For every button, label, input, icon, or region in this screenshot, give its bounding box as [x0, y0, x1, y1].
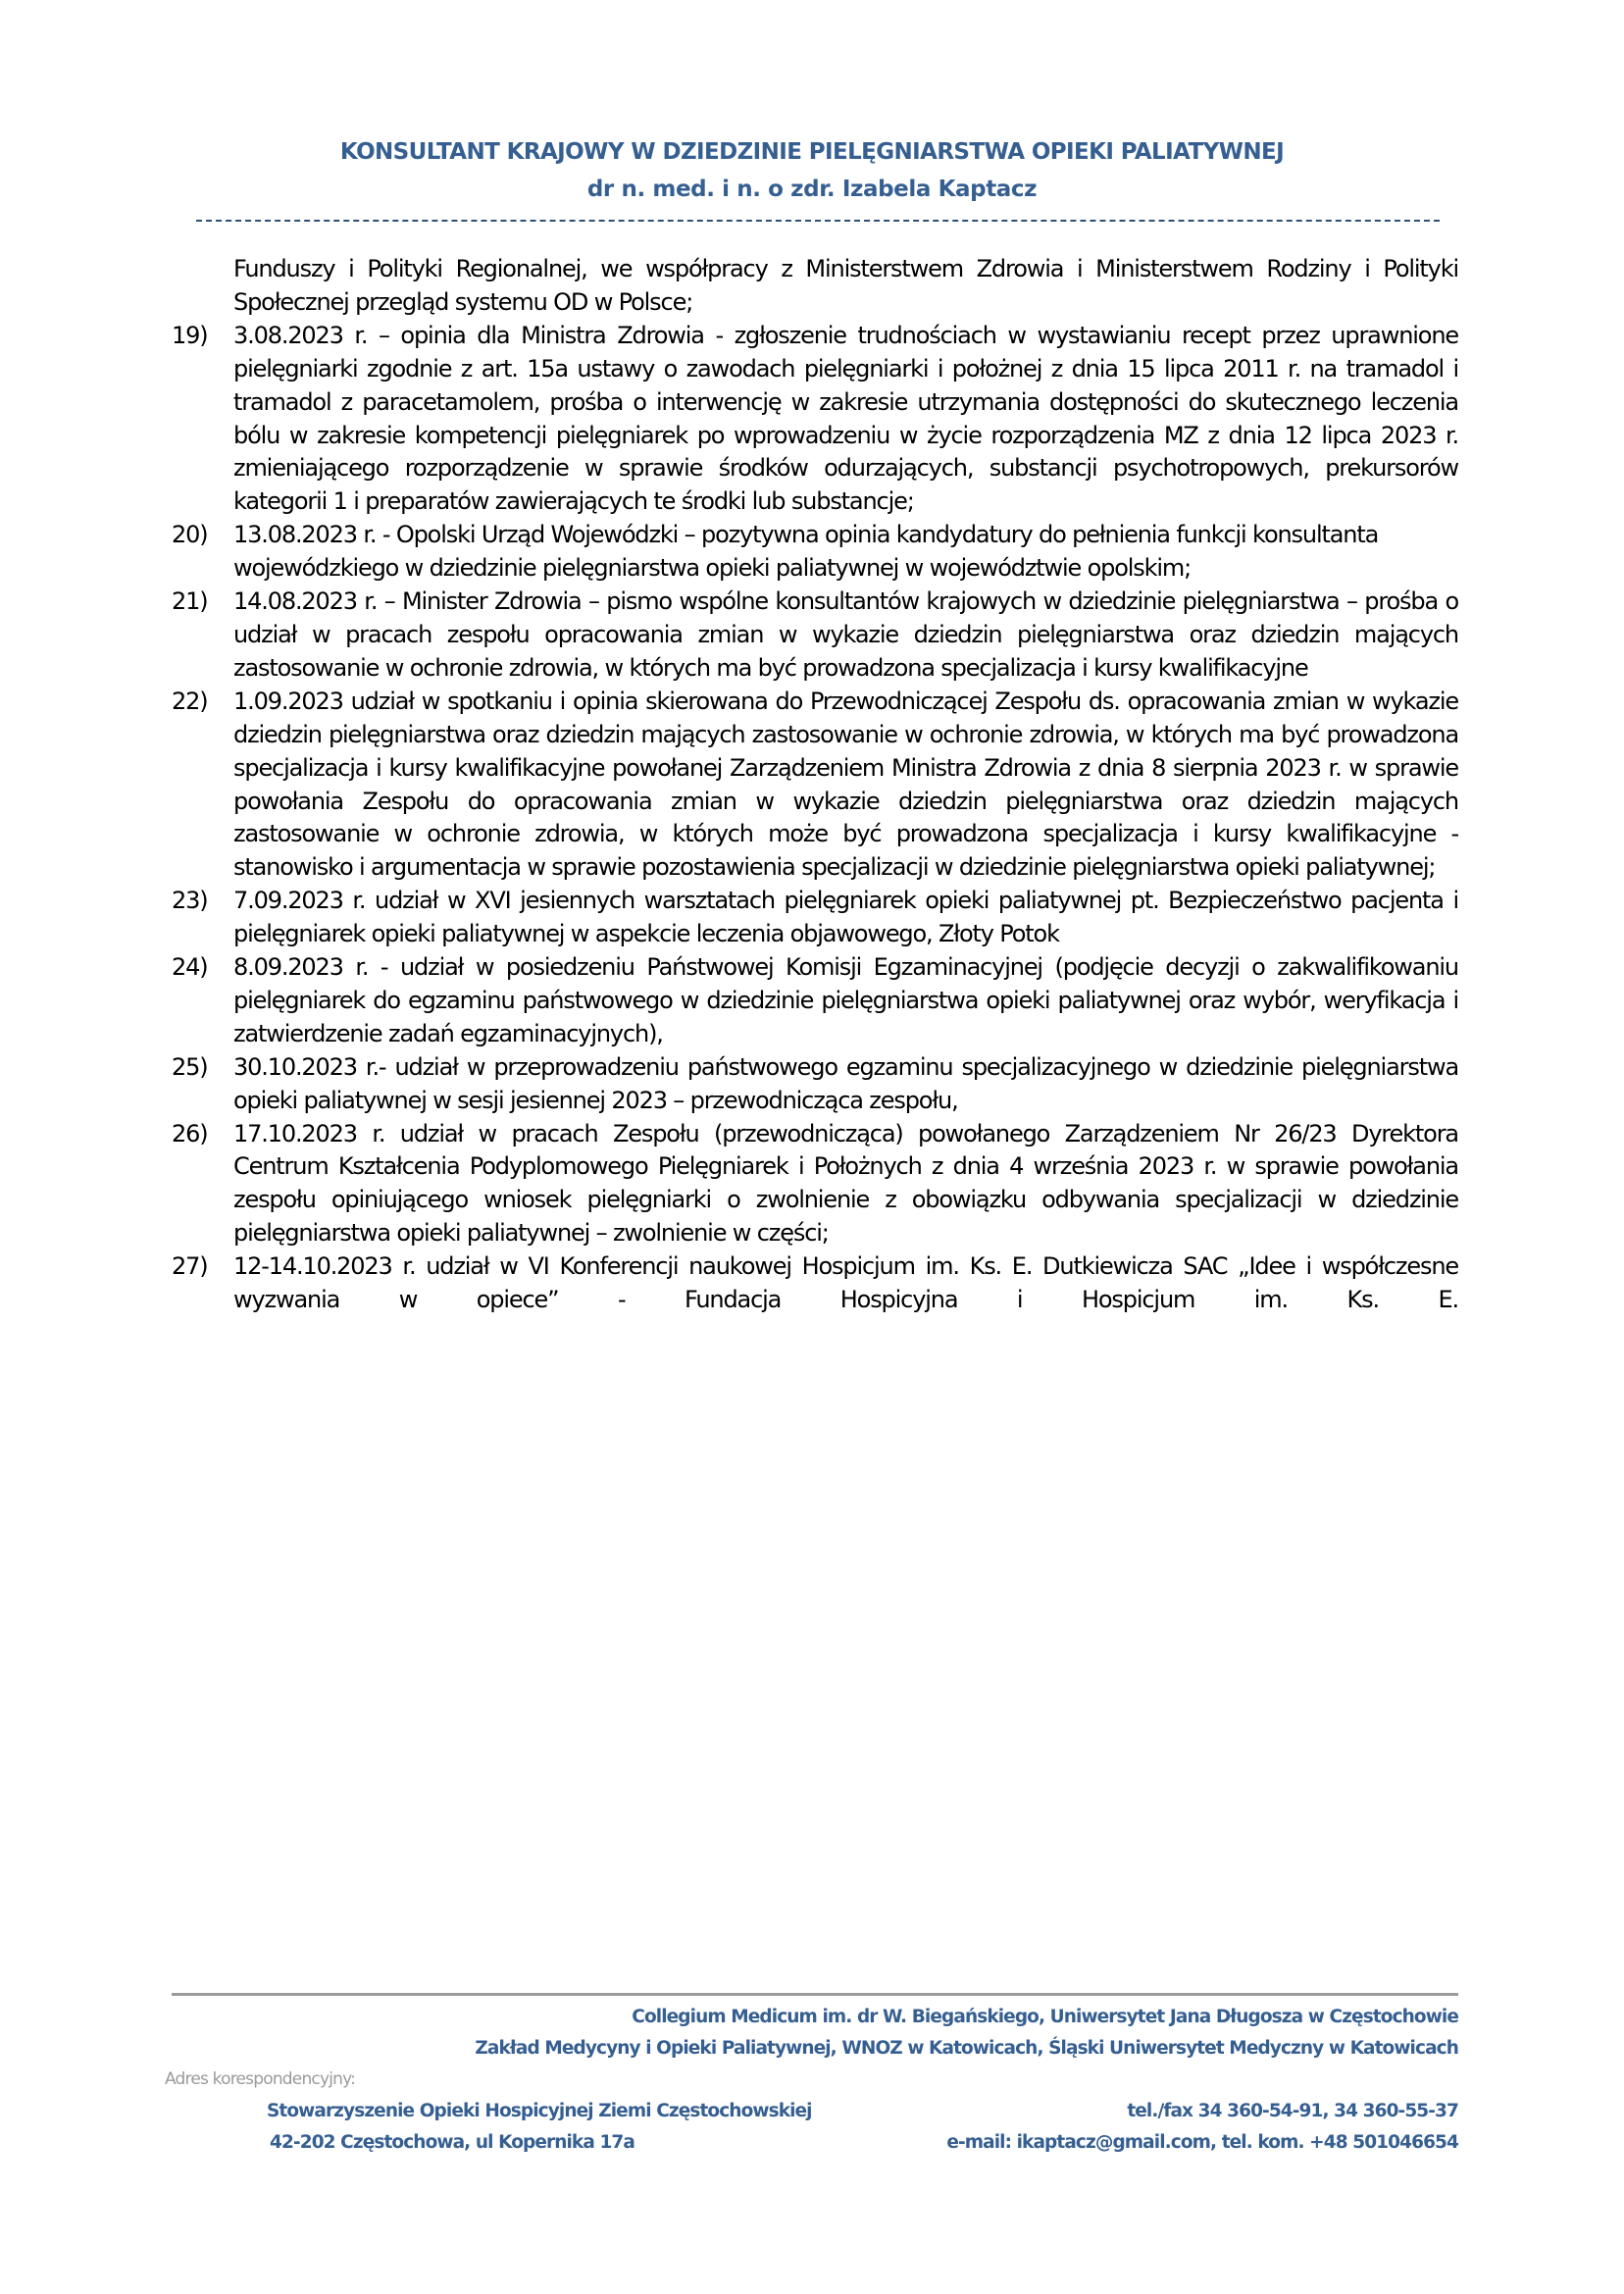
- footer-affiliation-1: Collegium Medicum im. dr W. Biegańskiego, Uniwersytet Jana Długosza w Częstochowie: [632, 2007, 1458, 2027]
- list-item-text: 17.10.2023 r. udział w pracach Zespołu (przewodnicząca) powołanego Zarządzeniem Nr 26/23 Dyrektora Centrum Kształcenia Podyplomowego Pielęgniarek i Położnych z dnia 4 września 2023 r. w sprawie powołania zespołu opiniującego wniosek pielęgniarki o zwolnienie z obowiązku odbywania specjalizacji w dziedzinie pielęgniarstwa opieki paliatywnej – zwolnienie w części;: [233, 1119, 1458, 1248]
- header-divider: [196, 220, 1440, 222]
- list-item-number: 21): [172, 587, 208, 616]
- list-item-number: 20): [172, 521, 208, 549]
- list-item: [172, 320, 1458, 519]
- list-item: [172, 1118, 1458, 1251]
- continued-paragraph: Funduszy i Polityki Regionalnej, we współpracy z Ministerstwem Zdrowia i Ministerstwem Rodziny i Polityki Społecznej przegląd systemu OD w Polsce;: [233, 255, 1458, 316]
- list-item-number: 26): [172, 1119, 208, 1147]
- list-item-text: 30.10.2023 r.- udział w przeprowadzeniu państwowego egzaminu specjalizacyjnego w dziedzinie pielęgniarstwa opieki paliatywnej w sesji jesiennej 2023 – przewodnicząca zespołu,: [233, 1052, 1458, 1114]
- list-item-text: 3.08.2023 r. – opinia dla Ministra Zdrowia - zgłoszenie trudnościach w wystawianiu recept przez uprawnione pielęgniarki zgodnie z art. 15a ustawy o zawodach pielęgniarki i położnej z dnia 15 lipca 2011 r. na tramadol i tramadol z paracetamolem, prośba o interwencję w zakresie utrzymania dostępności do skutecznego leczenia bólu w zakresie kompetencji pielęgniarek po wprowadzeniu w życie rozporządzenia MZ z dnia 12 lipca 2023 r. zmieniającego rozporządzenie w sprawie środków odurzających, substancji psychotropowych, prekursorów kategorii 1 i preparatów zawierających te środki lub substancje;: [233, 321, 1458, 516]
- list-item-text: 1.09.2023 udział w spotkaniu i opinia skierowana do Przewodniczącej Zespołu ds. opracowania zmian w wykazie dziedzin pielęgniarstwa oraz dziedzin mających zastosowanie w ochronie zdrowia, w których ma być prowadzona specjalizacja i kursy kwalifikacyjne powołanej Zarządzeniem Ministra Zdrowia z dnia 8 sierpnia 2023 r. w sprawie powołania Zespołu do opracowania zmian w wykazie dziedzin pielęgniarstwa oraz dziedzin mających zastosowanie w ochronie zdrowia, w których może być prowadzona specjalizacja i kursy kwalifikacyjne - stanowisko i argumentacja w sprawie pozostawienia specjalizacji w dziedzinie pielęgniarstwa opieki paliatywnej;: [233, 687, 1458, 882]
- list-item-text: 12-14.10.2023 r. udział w VI Konferencji naukowej Hospicjum im. Ks. E. Dutkiewicza SAC „Idee i współczesne wyzwania w opiece” - Fundacja Hospicyjna i Hospicjum im. Ks. E.: [233, 1252, 1458, 1314]
- footer-divider: [172, 1993, 1458, 1996]
- list-item-number: 23): [172, 887, 208, 915]
- list-item-number: 25): [172, 1052, 208, 1081]
- header-title: KONSULTANT KRAJOWY W DZIEDZINIE PIELĘGNIARSTWA OPIEKI PALIATYWNEJ: [339, 139, 1285, 165]
- footer-affiliation-2: Zakład Medycyny i Opieki Paliatywnej, WNOZ w Katowicach, Śląski Uniwersytet Medyczny w Katowicach: [475, 2038, 1458, 2059]
- list-item-text: 13.08.2023 r. - Opolski Urząd Wojewódzki – pozytywna opinia kandydatury do pełnienia funkcji konsultanta wojewódzkiego w dziedzinie pielęgniarstwa opieki paliatywnej w województwie opolskim;: [233, 521, 1379, 583]
- list-item-text: 14.08.2023 r. – Minister Zdrowia – pismo wspólne konsultantów krajowych w dziedzinie pielęgniarstwa – prośba o udział w pracach zespołu opracowania zmian w wykazie dziedzin pielęgniarstwa oraz dziedzin mających zastosowanie w ochronie zdrowia, w których ma być prowadzona specjalizacja i kursy kwalifikacyjne: [233, 587, 1458, 682]
- list-item-text: 8.09.2023 r. - udział w posiedzeniu Państwowej Komisji Egzaminacyjnej (podjęcie decyzji o zakwalifikowaniu pielęgniarek do egzaminu państwowego w dziedzinie pielęgniarstwa opieki paliatywnej oraz wybór, weryfikacja i zatwierdzenie zadań egzaminacyjnych),: [233, 953, 1458, 1047]
- list-item: [172, 1250, 1458, 1317]
- footer-phone-fax: tel./fax 34 360-54-91, 34 360-55-37: [1127, 2101, 1458, 2121]
- list-item-number: 19): [172, 321, 208, 349]
- footer-street-address: 42-202 Częstochowa, ul Kopernika 17a: [270, 2132, 634, 2153]
- footer-address-label: Adres korespondencyjny:: [165, 2069, 356, 2089]
- list-item: [172, 586, 1458, 686]
- footer-organization: Stowarzyszenie Opieki Hospicyjnej Ziemi Częstochowskiej: [267, 2101, 812, 2121]
- list-item-number: 27): [172, 1252, 208, 1281]
- list-item: [172, 885, 1458, 951]
- list-item: [172, 951, 1458, 1051]
- list-item-number: 24): [172, 953, 208, 982]
- list-item: [172, 1051, 1458, 1118]
- list-item: [172, 519, 1458, 586]
- header-subtitle: dr n. med. i n. o zdr. Izabela Kaptacz: [586, 177, 1038, 202]
- list-item-number: 22): [172, 687, 208, 715]
- document-body: [172, 253, 1458, 1317]
- list-item-text: 7.09.2023 r. udział w XVI jesiennych warsztatach pielęgniarek opieki paliatywnej pt. Bezpieczeństwo pacjenta i pielęgniarek opieki paliatywnej w aspekcie leczenia objawowego, Złoty Potok: [233, 887, 1458, 948]
- footer-email-mobile[interactable]: e-mail: ikaptacz@gmail.com, tel. kom. +48 501046654: [946, 2132, 1458, 2153]
- list-item: [172, 686, 1458, 885]
